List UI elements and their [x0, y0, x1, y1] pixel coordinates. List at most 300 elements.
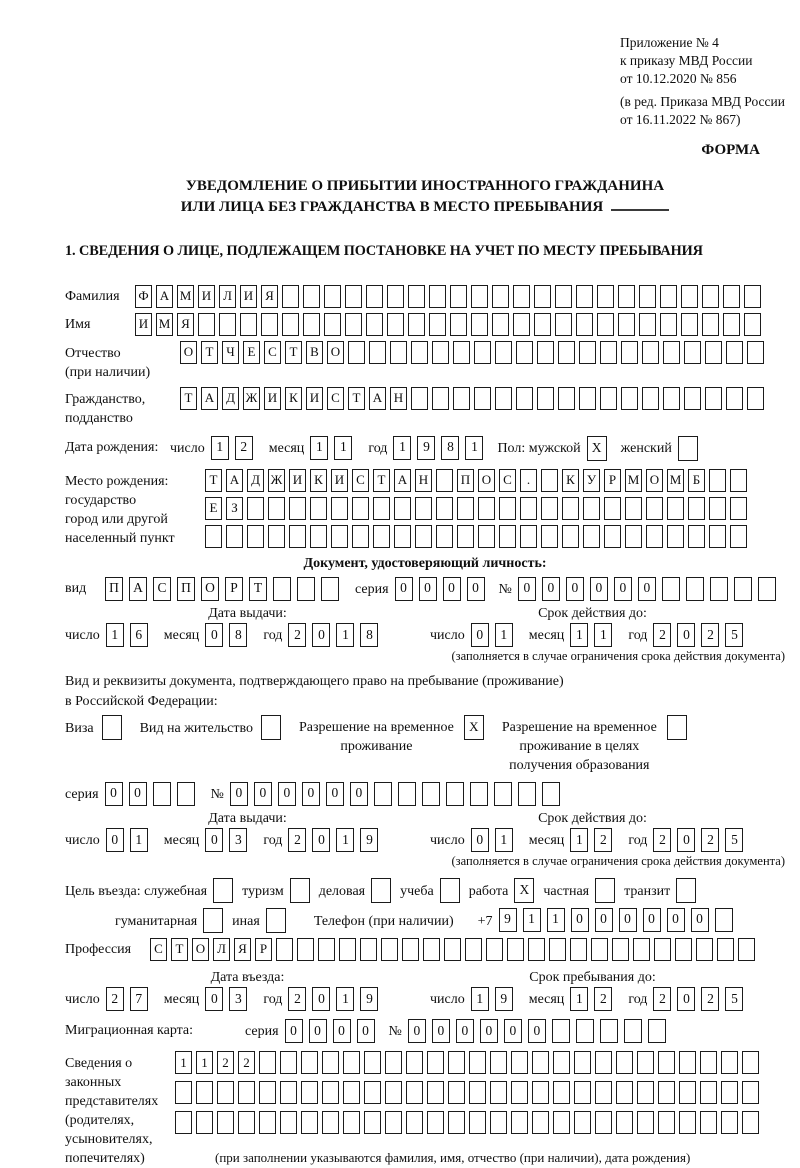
form-cell[interactable] [574, 1051, 591, 1074]
form-cell[interactable] [153, 782, 171, 806]
form-cell[interactable]: 0 [302, 782, 320, 806]
form-cell[interactable] [709, 497, 726, 520]
form-cell[interactable]: 1 [130, 828, 148, 852]
form-cell[interactable] [637, 1111, 654, 1134]
form-cell[interactable] [371, 878, 391, 903]
form-cell[interactable] [390, 341, 407, 364]
form-cell[interactable] [175, 1081, 192, 1104]
form-cell[interactable] [385, 1081, 402, 1104]
form-cell[interactable] [360, 938, 377, 961]
form-cell[interactable]: 0 [590, 577, 608, 601]
form-cell[interactable] [261, 313, 278, 336]
form-cell[interactable] [591, 938, 608, 961]
form-cell[interactable] [595, 1051, 612, 1074]
form-cell[interactable] [268, 525, 285, 548]
form-cell[interactable] [177, 782, 195, 806]
form-cell[interactable]: 3 [229, 987, 247, 1011]
form-cell[interactable] [723, 313, 740, 336]
form-cell[interactable]: М [156, 313, 173, 336]
form-cell[interactable]: 0 [254, 782, 272, 806]
form-cell[interactable] [427, 1111, 444, 1134]
form-cell[interactable] [702, 313, 719, 336]
form-cell[interactable]: Т [249, 577, 267, 601]
form-cell[interactable] [374, 782, 392, 806]
form-cell[interactable] [259, 1111, 276, 1134]
form-cell[interactable] [618, 285, 635, 308]
form-cell[interactable]: Т [285, 341, 302, 364]
form-cell[interactable]: 1 [465, 436, 483, 460]
form-cell[interactable]: С [264, 341, 281, 364]
form-cell[interactable] [348, 341, 365, 364]
form-cell[interactable]: 0 [408, 1019, 426, 1043]
form-cell[interactable] [513, 285, 530, 308]
form-cell[interactable] [411, 341, 428, 364]
form-cell[interactable]: 2 [288, 987, 306, 1011]
form-cell[interactable] [681, 285, 698, 308]
form-cell[interactable] [273, 577, 291, 601]
form-cell[interactable] [289, 497, 306, 520]
form-cell[interactable] [558, 387, 575, 410]
form-cell[interactable] [339, 938, 356, 961]
form-cell[interactable]: 0 [619, 908, 637, 932]
form-cell[interactable]: 1 [336, 623, 354, 647]
form-cell[interactable] [686, 577, 704, 601]
form-cell[interactable] [465, 938, 482, 961]
form-cell[interactable] [494, 782, 512, 806]
form-cell[interactable]: 0 [395, 577, 413, 601]
form-cell[interactable] [217, 1111, 234, 1134]
form-cell[interactable]: 0 [528, 1019, 546, 1043]
form-cell[interactable]: Я [177, 313, 194, 336]
form-cell[interactable] [415, 497, 432, 520]
form-cell[interactable]: 0 [595, 908, 613, 932]
form-cell[interactable] [226, 525, 243, 548]
form-cell[interactable] [448, 1051, 465, 1074]
form-cell[interactable]: 8 [229, 623, 247, 647]
form-cell[interactable]: 0 [230, 782, 248, 806]
form-cell[interactable]: 1 [196, 1051, 213, 1074]
form-cell[interactable] [597, 285, 614, 308]
form-cell[interactable]: 1 [393, 436, 411, 460]
form-cell[interactable] [646, 497, 663, 520]
form-cell[interactable]: 0 [312, 623, 330, 647]
form-cell[interactable]: 8 [360, 623, 378, 647]
form-cell[interactable]: 2 [288, 623, 306, 647]
form-cell[interactable]: Ж [243, 387, 260, 410]
form-cell[interactable] [528, 938, 545, 961]
form-cell[interactable] [518, 782, 536, 806]
form-cell[interactable] [667, 525, 684, 548]
form-cell[interactable] [744, 285, 761, 308]
form-cell[interactable] [318, 938, 335, 961]
form-cell[interactable] [280, 1081, 297, 1104]
form-cell[interactable]: 0 [518, 577, 536, 601]
form-cell[interactable]: К [285, 387, 302, 410]
form-cell[interactable] [552, 1019, 570, 1043]
form-cell[interactable] [624, 1019, 642, 1043]
form-cell[interactable]: А [394, 469, 411, 492]
form-cell[interactable] [394, 497, 411, 520]
form-cell[interactable] [637, 1051, 654, 1074]
form-cell[interactable]: 0 [312, 987, 330, 1011]
form-cell[interactable] [469, 1111, 486, 1134]
form-cell[interactable] [747, 387, 764, 410]
form-cell[interactable]: 0 [205, 828, 223, 852]
form-cell[interactable] [331, 497, 348, 520]
form-cell[interactable]: Р [255, 938, 272, 961]
form-cell[interactable] [276, 938, 293, 961]
form-cell[interactable] [532, 1081, 549, 1104]
form-cell[interactable] [492, 285, 509, 308]
form-cell[interactable]: 1 [334, 436, 352, 460]
form-cell[interactable]: П [177, 577, 195, 601]
form-cell[interactable] [343, 1081, 360, 1104]
form-cell[interactable]: С [150, 938, 167, 961]
form-cell[interactable]: С [327, 387, 344, 410]
form-cell[interactable]: 0 [566, 577, 584, 601]
form-cell[interactable]: Ф [135, 285, 152, 308]
form-cell[interactable] [667, 715, 687, 740]
form-cell[interactable]: 0 [471, 623, 489, 647]
form-cell[interactable] [558, 341, 575, 364]
form-cell[interactable]: О [180, 341, 197, 364]
form-cell[interactable]: 0 [677, 828, 695, 852]
form-cell[interactable] [721, 1111, 738, 1134]
form-cell[interactable] [574, 1081, 591, 1104]
form-cell[interactable] [478, 525, 495, 548]
form-cell[interactable] [705, 387, 722, 410]
form-cell[interactable] [422, 782, 440, 806]
form-cell[interactable] [324, 313, 341, 336]
form-cell[interactable] [490, 1051, 507, 1074]
form-cell[interactable] [343, 1111, 360, 1134]
form-cell[interactable] [595, 1111, 612, 1134]
form-cell[interactable] [406, 1111, 423, 1134]
form-cell[interactable] [469, 1051, 486, 1074]
form-cell[interactable] [366, 285, 383, 308]
form-cell[interactable]: Б [688, 469, 705, 492]
form-cell[interactable]: X [464, 715, 484, 740]
form-cell[interactable] [758, 577, 776, 601]
form-cell[interactable] [310, 497, 327, 520]
form-cell[interactable] [499, 525, 516, 548]
form-cell[interactable]: Д [247, 469, 264, 492]
form-cell[interactable] [213, 878, 233, 903]
form-cell[interactable] [709, 525, 726, 548]
form-cell[interactable]: 0 [309, 1019, 327, 1043]
form-cell[interactable]: . [520, 469, 537, 492]
form-cell[interactable]: 2 [238, 1051, 255, 1074]
form-cell[interactable]: А [201, 387, 218, 410]
form-cell[interactable] [696, 938, 713, 961]
form-cell[interactable]: А [129, 577, 147, 601]
form-cell[interactable] [175, 1111, 192, 1134]
form-cell[interactable] [369, 341, 386, 364]
form-cell[interactable] [684, 387, 701, 410]
form-cell[interactable]: И [198, 285, 215, 308]
form-cell[interactable]: 0 [691, 908, 709, 932]
form-cell[interactable] [726, 387, 743, 410]
form-cell[interactable]: О [646, 469, 663, 492]
form-cell[interactable] [364, 1051, 381, 1074]
form-cell[interactable] [303, 313, 320, 336]
form-cell[interactable]: Р [604, 469, 621, 492]
form-cell[interactable] [436, 469, 453, 492]
form-cell[interactable] [730, 525, 747, 548]
form-cell[interactable]: X [587, 436, 607, 461]
form-cell[interactable] [553, 1081, 570, 1104]
form-cell[interactable] [541, 525, 558, 548]
form-cell[interactable] [499, 497, 516, 520]
form-cell[interactable] [576, 313, 593, 336]
form-cell[interactable]: 0 [614, 577, 632, 601]
form-cell[interactable] [301, 1111, 318, 1134]
form-cell[interactable]: 2 [701, 623, 719, 647]
form-cell[interactable] [203, 908, 223, 933]
form-cell[interactable]: 9 [360, 987, 378, 1011]
form-cell[interactable]: 2 [653, 828, 671, 852]
form-cell[interactable] [700, 1111, 717, 1134]
form-cell[interactable] [381, 938, 398, 961]
form-cell[interactable] [490, 1081, 507, 1104]
form-cell[interactable] [625, 525, 642, 548]
form-cell[interactable] [681, 313, 698, 336]
form-cell[interactable]: 1 [336, 987, 354, 1011]
form-cell[interactable] [553, 1111, 570, 1134]
form-cell[interactable] [574, 1111, 591, 1134]
title-blank-field[interactable] [611, 197, 669, 211]
form-cell[interactable] [469, 1081, 486, 1104]
form-cell[interactable]: Я [261, 285, 278, 308]
form-cell[interactable] [639, 313, 656, 336]
form-cell[interactable]: И [264, 387, 281, 410]
form-cell[interactable]: Т [180, 387, 197, 410]
form-cell[interactable]: 3 [229, 828, 247, 852]
form-cell[interactable]: 8 [441, 436, 459, 460]
form-cell[interactable] [322, 1111, 339, 1134]
form-cell[interactable] [385, 1111, 402, 1134]
form-cell[interactable]: 0 [471, 828, 489, 852]
form-cell[interactable] [387, 285, 404, 308]
form-cell[interactable] [495, 341, 512, 364]
form-cell[interactable] [198, 313, 215, 336]
form-cell[interactable] [436, 525, 453, 548]
form-cell[interactable] [423, 938, 440, 961]
form-cell[interactable] [511, 1051, 528, 1074]
form-cell[interactable] [457, 497, 474, 520]
form-cell[interactable]: 0 [205, 623, 223, 647]
form-cell[interactable] [583, 525, 600, 548]
form-cell[interactable]: 1 [495, 623, 513, 647]
form-cell[interactable]: 0 [350, 782, 368, 806]
form-cell[interactable]: 0 [205, 987, 223, 1011]
form-cell[interactable]: А [369, 387, 386, 410]
form-cell[interactable] [621, 341, 638, 364]
form-cell[interactable]: 0 [278, 782, 296, 806]
form-cell[interactable]: 9 [417, 436, 435, 460]
form-cell[interactable] [541, 497, 558, 520]
form-cell[interactable] [427, 1081, 444, 1104]
form-cell[interactable] [429, 313, 446, 336]
form-cell[interactable] [490, 1111, 507, 1134]
form-cell[interactable]: 5 [725, 828, 743, 852]
form-cell[interactable] [511, 1081, 528, 1104]
form-cell[interactable] [266, 908, 286, 933]
form-cell[interactable] [678, 436, 698, 461]
form-cell[interactable] [549, 938, 566, 961]
form-cell[interactable]: 2 [653, 987, 671, 1011]
form-cell[interactable] [373, 497, 390, 520]
form-cell[interactable] [705, 341, 722, 364]
form-cell[interactable] [579, 341, 596, 364]
form-cell[interactable] [238, 1111, 255, 1134]
form-cell[interactable]: Т [205, 469, 222, 492]
form-cell[interactable]: 5 [725, 987, 743, 1011]
form-cell[interactable] [654, 938, 671, 961]
form-cell[interactable] [721, 1051, 738, 1074]
form-cell[interactable]: 1 [523, 908, 541, 932]
form-cell[interactable] [688, 525, 705, 548]
form-cell[interactable]: 0 [105, 782, 123, 806]
form-cell[interactable] [648, 1019, 666, 1043]
form-cell[interactable]: 1 [495, 828, 513, 852]
form-cell[interactable] [440, 878, 460, 903]
form-cell[interactable] [436, 497, 453, 520]
form-cell[interactable]: 0 [571, 908, 589, 932]
form-cell[interactable]: 1 [570, 623, 588, 647]
form-cell[interactable]: 1 [570, 987, 588, 1011]
form-cell[interactable]: И [331, 469, 348, 492]
form-cell[interactable] [730, 497, 747, 520]
form-cell[interactable] [595, 1081, 612, 1104]
form-cell[interactable] [240, 313, 257, 336]
form-cell[interactable] [520, 497, 537, 520]
form-cell[interactable] [684, 341, 701, 364]
form-cell[interactable] [663, 341, 680, 364]
form-cell[interactable]: М [177, 285, 194, 308]
form-cell[interactable] [411, 387, 428, 410]
form-cell[interactable]: О [192, 938, 209, 961]
form-cell[interactable]: С [153, 577, 171, 601]
form-cell[interactable]: 9 [499, 908, 517, 932]
form-cell[interactable] [562, 497, 579, 520]
form-cell[interactable] [553, 1051, 570, 1074]
form-cell[interactable]: Н [415, 469, 432, 492]
form-cell[interactable] [457, 525, 474, 548]
form-cell[interactable]: 0 [677, 987, 695, 1011]
form-cell[interactable] [247, 497, 264, 520]
form-cell[interactable] [290, 878, 310, 903]
form-cell[interactable] [583, 497, 600, 520]
form-cell[interactable]: 7 [130, 987, 148, 1011]
form-cell[interactable]: 0 [357, 1019, 375, 1043]
form-cell[interactable] [352, 525, 369, 548]
form-cell[interactable] [478, 497, 495, 520]
form-cell[interactable] [637, 1081, 654, 1104]
form-cell[interactable] [406, 1051, 423, 1074]
form-cell[interactable]: Т [373, 469, 390, 492]
form-cell[interactable]: Т [201, 341, 218, 364]
form-cell[interactable] [658, 1081, 675, 1104]
form-cell[interactable] [702, 285, 719, 308]
form-cell[interactable] [301, 1051, 318, 1074]
form-cell[interactable]: Ч [222, 341, 239, 364]
form-cell[interactable] [406, 1081, 423, 1104]
form-cell[interactable]: Е [243, 341, 260, 364]
form-cell[interactable]: 9 [495, 987, 513, 1011]
form-cell[interactable]: А [156, 285, 173, 308]
form-cell[interactable] [364, 1111, 381, 1134]
form-cell[interactable] [513, 313, 530, 336]
form-cell[interactable] [717, 938, 734, 961]
form-cell[interactable] [297, 938, 314, 961]
form-cell[interactable] [542, 782, 560, 806]
form-cell[interactable] [709, 469, 726, 492]
form-cell[interactable] [742, 1111, 759, 1134]
form-cell[interactable]: 5 [725, 623, 743, 647]
form-cell[interactable] [562, 525, 579, 548]
form-cell[interactable]: М [625, 469, 642, 492]
form-cell[interactable]: 0 [419, 577, 437, 601]
form-cell[interactable] [675, 938, 692, 961]
form-cell[interactable] [343, 1051, 360, 1074]
form-cell[interactable] [537, 387, 554, 410]
form-cell[interactable]: 1 [211, 436, 229, 460]
form-cell[interactable]: 0 [542, 577, 560, 601]
form-cell[interactable] [576, 1019, 594, 1043]
form-cell[interactable] [688, 497, 705, 520]
form-cell[interactable]: С [499, 469, 516, 492]
form-cell[interactable]: 1 [310, 436, 328, 460]
form-cell[interactable] [700, 1051, 717, 1074]
form-cell[interactable] [660, 285, 677, 308]
form-cell[interactable] [280, 1111, 297, 1134]
form-cell[interactable] [387, 313, 404, 336]
form-cell[interactable]: 0 [467, 577, 485, 601]
form-cell[interactable]: Н [390, 387, 407, 410]
form-cell[interactable]: 0 [106, 828, 124, 852]
form-cell[interactable] [723, 285, 740, 308]
form-cell[interactable]: И [240, 285, 257, 308]
form-cell[interactable]: 1 [175, 1051, 192, 1074]
form-cell[interactable]: 2 [594, 828, 612, 852]
form-cell[interactable] [600, 341, 617, 364]
form-cell[interactable] [196, 1111, 213, 1134]
form-cell[interactable] [541, 469, 558, 492]
form-cell[interactable]: 0 [326, 782, 344, 806]
form-cell[interactable] [660, 313, 677, 336]
form-cell[interactable]: И [135, 313, 152, 336]
form-cell[interactable] [444, 938, 461, 961]
form-cell[interactable] [205, 525, 222, 548]
form-cell[interactable]: Е [205, 497, 222, 520]
form-cell[interactable] [301, 1081, 318, 1104]
form-cell[interactable]: 6 [130, 623, 148, 647]
form-cell[interactable] [310, 525, 327, 548]
form-cell[interactable] [604, 525, 621, 548]
form-cell[interactable] [744, 313, 761, 336]
form-cell[interactable]: 0 [129, 782, 147, 806]
form-cell[interactable] [446, 782, 464, 806]
form-cell[interactable] [646, 525, 663, 548]
form-cell[interactable] [474, 387, 491, 410]
form-cell[interactable] [555, 285, 572, 308]
form-cell[interactable]: Д [222, 387, 239, 410]
form-cell[interactable] [534, 313, 551, 336]
form-cell[interactable] [495, 387, 512, 410]
form-cell[interactable] [616, 1081, 633, 1104]
form-cell[interactable]: 0 [432, 1019, 450, 1043]
